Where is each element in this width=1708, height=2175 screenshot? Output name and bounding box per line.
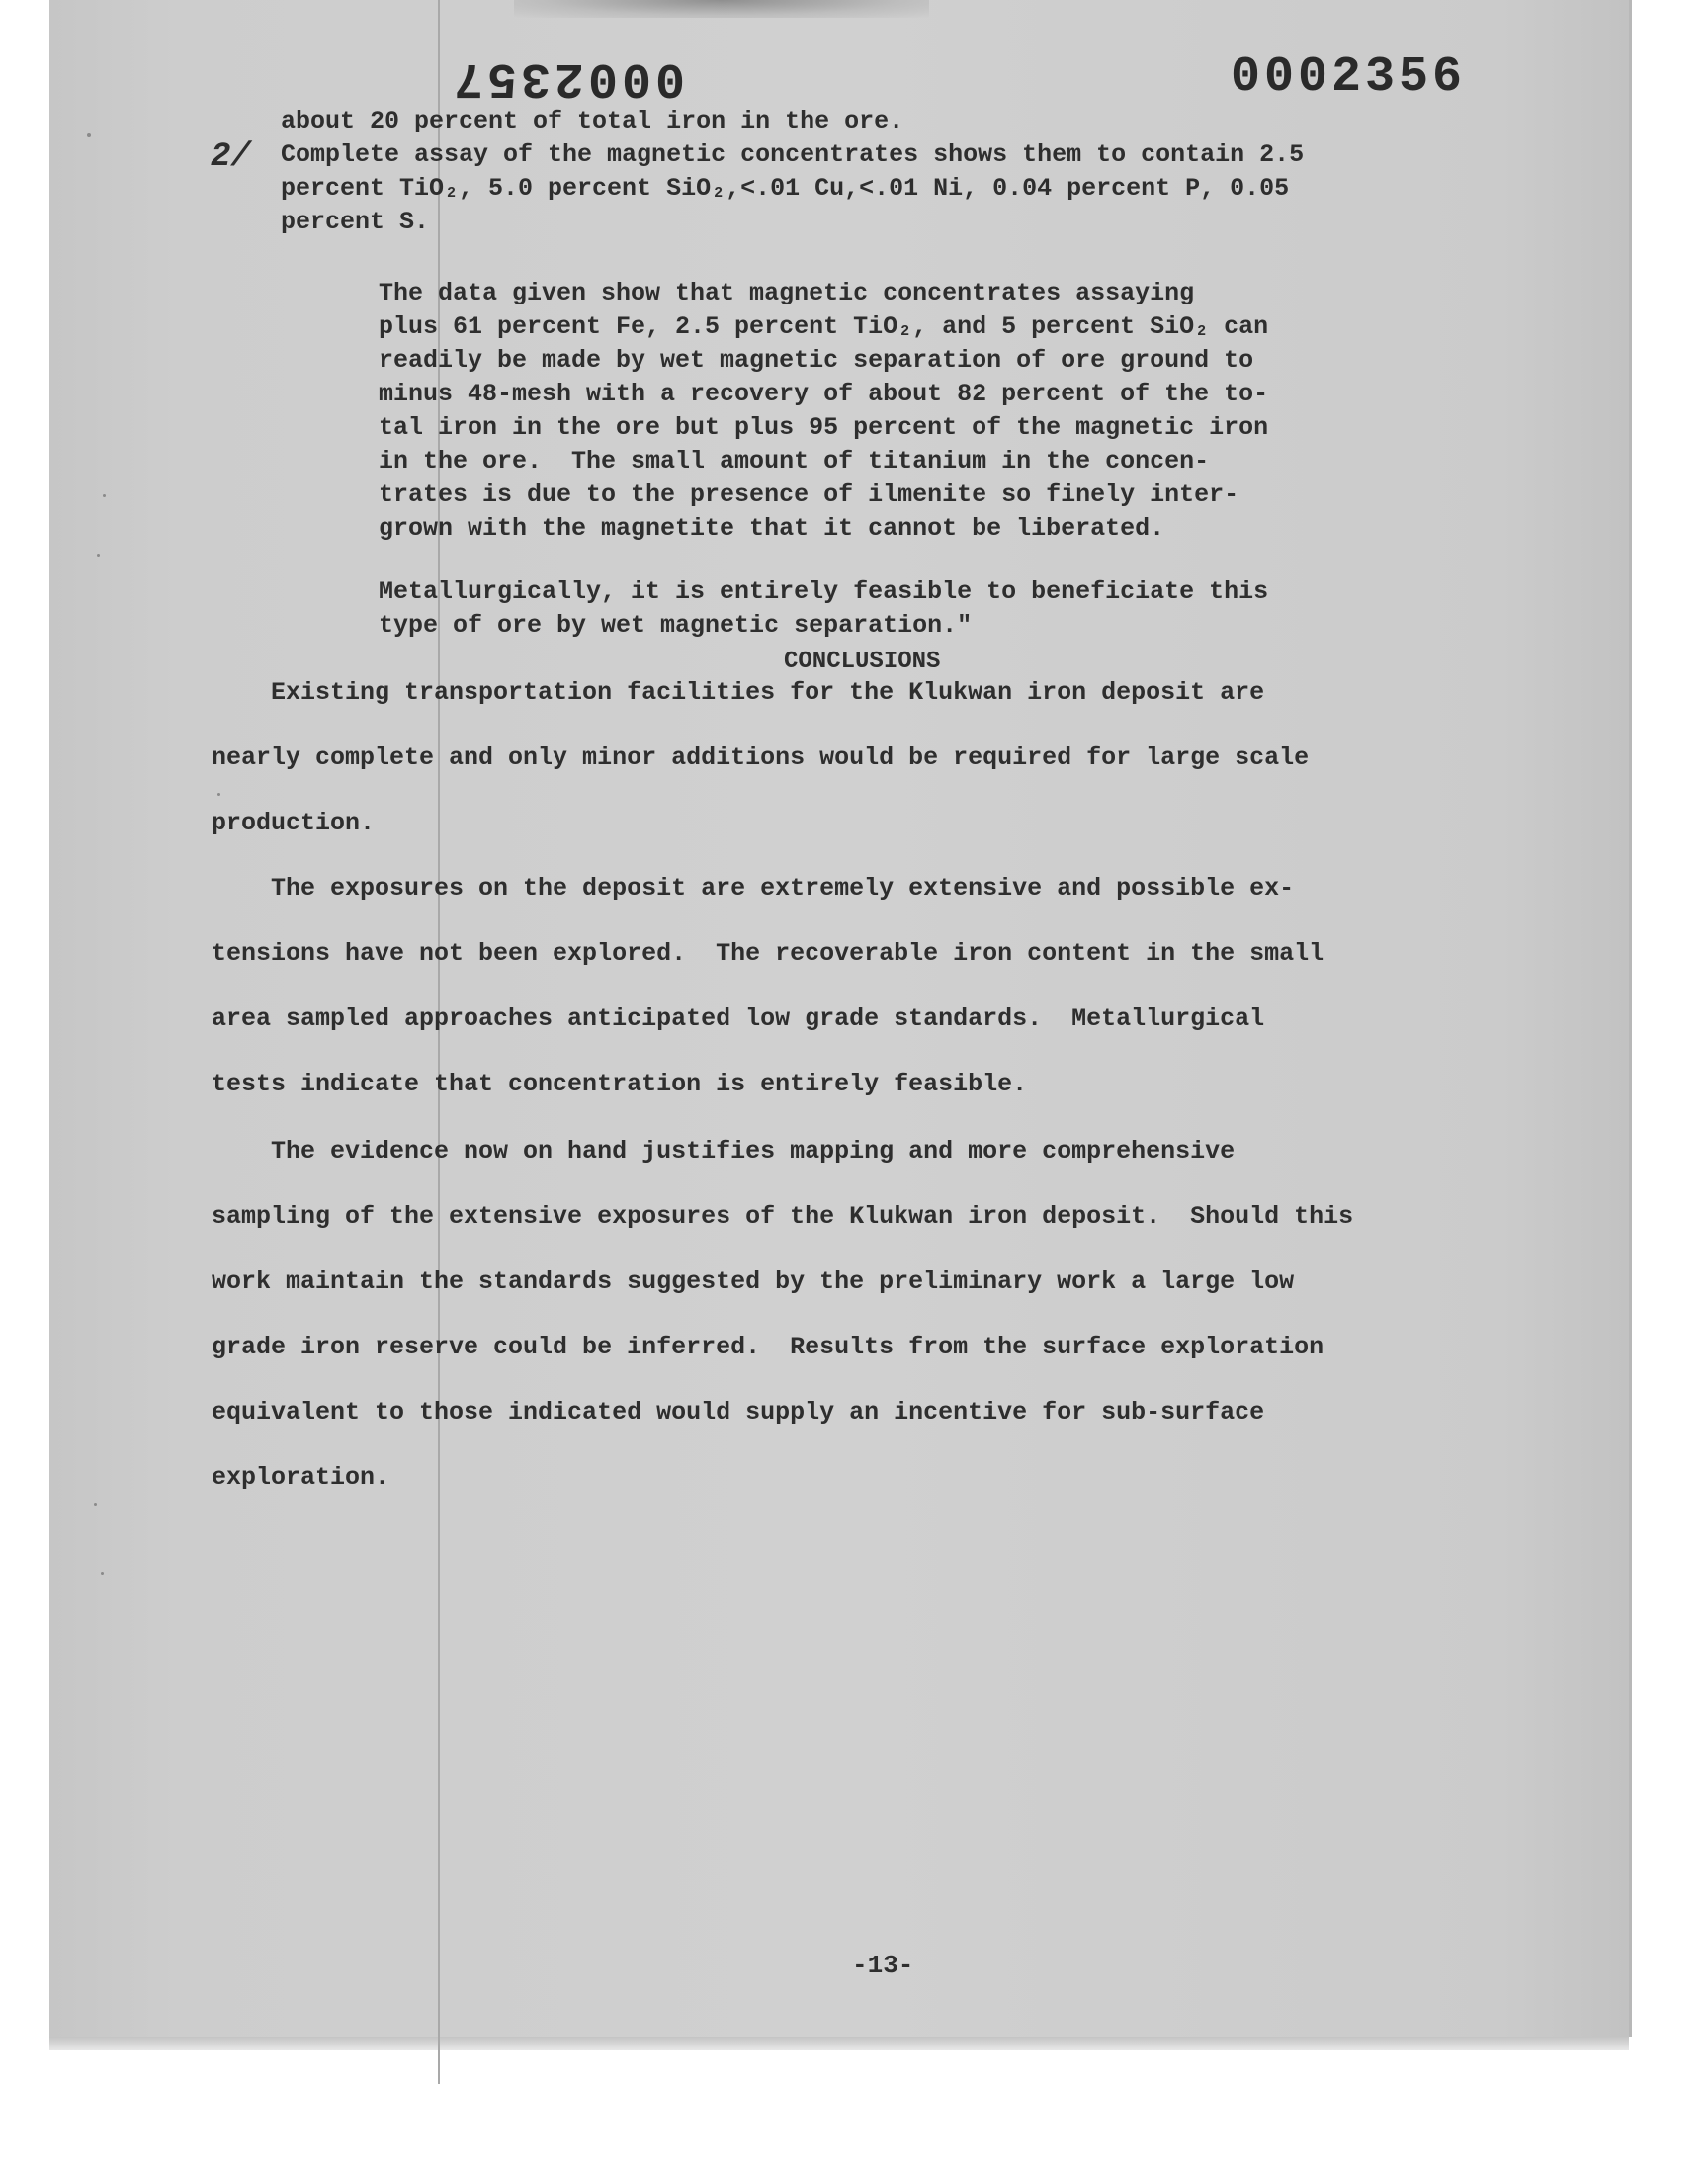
body-line: production.: [212, 809, 376, 837]
quote-line: tal iron in the ore but plus 95 percent of the magnetic iron: [379, 413, 1269, 442]
scan-speck: [97, 554, 100, 557]
page-bottom-edge: [49, 2037, 1629, 2050]
body-line: tests indicate that concentration is entirely feasible.: [212, 1070, 1028, 1098]
quote-line: trates is due to the presence of ilmenite so finely inter-: [379, 480, 1239, 509]
quote-line: grown with the magnetite that it cannot be liberated.: [379, 514, 1165, 543]
section-heading: CONCLUSIONS: [784, 649, 941, 675]
scan-speck: [87, 133, 91, 137]
body-line: The evidence now on hand justifies mapping and more comprehensive: [212, 1137, 1236, 1166]
body-line: The exposures on the deposit are extremely extensive and possible ex-: [212, 874, 1295, 903]
body-line: equivalent to those indicated would supply an incentive for sub-surface: [212, 1398, 1265, 1427]
footnote-line: percent S.: [281, 208, 430, 236]
body-line: exploration.: [212, 1463, 390, 1492]
quote-line: plus 61 percent Fe, 2.5 percent TiO₂, and 5 percent SiO₂ can: [379, 312, 1269, 341]
quote-line: in the ore. The small amount of titanium in the concen-: [379, 447, 1210, 476]
body-line: Existing transportation facilities for the Klukwan iron deposit are: [212, 678, 1265, 707]
footnote-line: Complete assay of the magnetic concentrates shows them to contain 2.5: [281, 140, 1305, 169]
quote-line: readily be made by wet magnetic separation of ore ground to: [379, 346, 1254, 375]
footnote-line: percent TiO₂, 5.0 percent SiO₂,<.01 Cu,<.01 Ni, 0.04 percent P, 0.05: [281, 174, 1290, 203]
body-line: sampling of the extensive exposures of the Klukwan iron deposit. Should this: [212, 1202, 1354, 1231]
body-line: area sampled approaches anticipated low grade standards. Metallurgical: [212, 1004, 1265, 1033]
scan-speck: [217, 793, 220, 796]
footnote-line: about 20 percent of total iron in the ore.: [281, 107, 904, 135]
body-line: tensions have not been explored. The recoverable iron content in the small: [212, 939, 1324, 968]
binding-shadow: [514, 0, 929, 18]
quote-line: The data given show that magnetic concentrates assaying: [379, 279, 1195, 307]
scan-speck: [101, 1572, 104, 1575]
page-number: -13-: [852, 1951, 914, 1980]
document-number-stamp-inverted: 0002357: [450, 49, 686, 106]
scan-speck: [94, 1503, 97, 1506]
body-line: nearly complete and only minor additions would be required for large scale: [212, 743, 1310, 772]
body-line: grade iron reserve could be inferred. Results from the surface exploration: [212, 1333, 1324, 1361]
document-number-stamp: 0002356: [1231, 49, 1467, 106]
body-line: work maintain the standards suggested by the preliminary work a large low: [212, 1267, 1295, 1296]
quote-line: minus 48-mesh with a recovery of about 82 percent of the to-: [379, 380, 1269, 408]
quote-line: Metallurgically, it is entirely feasible to beneficiate this: [379, 577, 1269, 606]
scan-speck: [103, 494, 106, 497]
footnote-mark: 2/: [211, 138, 251, 176]
quote-line: type of ore by wet magnetic separation.": [379, 611, 973, 640]
